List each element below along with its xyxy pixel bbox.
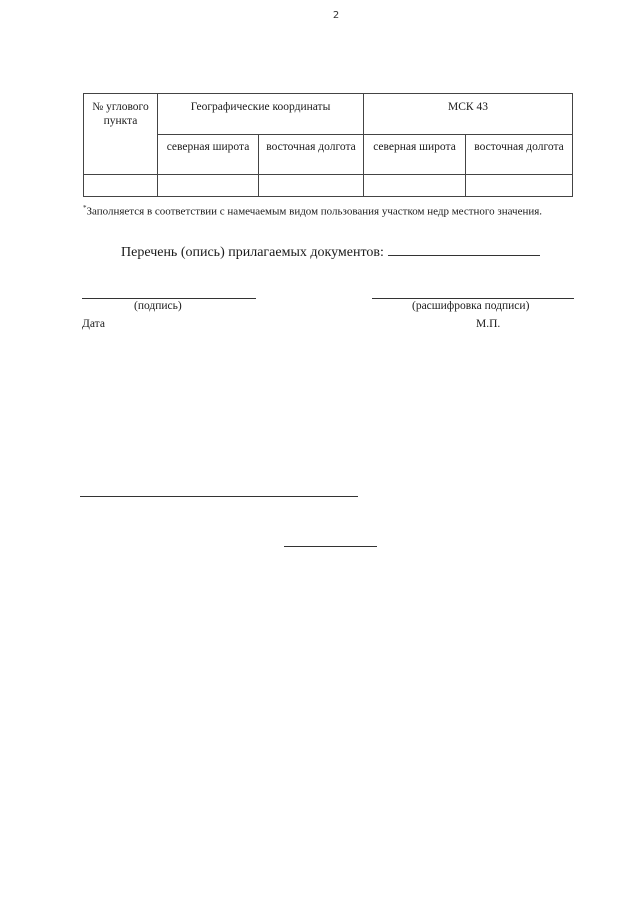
- signature-decoding-line: [372, 298, 574, 299]
- table-row: [84, 175, 573, 197]
- signature-decoding-caption: (расшифровка подписи): [412, 300, 530, 312]
- documents-list-line: [121, 245, 540, 261]
- signature-line: [82, 298, 256, 299]
- date-label: Дата: [82, 318, 105, 330]
- documents-list-blank: [388, 245, 540, 256]
- header-corner-point-number: № углового пункта: [84, 94, 158, 175]
- page-number: 2: [332, 10, 340, 21]
- subheader-msk-north-latitude: северная широта: [364, 135, 466, 175]
- divider-line: [80, 496, 358, 497]
- table-cell: [466, 175, 573, 197]
- table-cell: [84, 175, 158, 197]
- subheader-geo-east-longitude: восточная долгота: [259, 135, 364, 175]
- documents-list-label: Перечень (опись) прилагаемых документов:: [121, 245, 384, 260]
- table-cell: [259, 175, 364, 197]
- subheader-geo-north-latitude: северная широта: [158, 135, 259, 175]
- signature-caption: (подпись): [134, 300, 182, 312]
- footnote-marker: *: [83, 204, 87, 212]
- table-cell: [158, 175, 259, 197]
- footnote: [83, 201, 586, 219]
- header-geographic-coordinates: Географические координаты: [158, 94, 364, 135]
- header-msk43: МСК 43: [364, 94, 573, 135]
- subheader-msk-east-longitude: восточная долгота: [466, 135, 573, 175]
- coordinates-table: [83, 93, 573, 197]
- table-cell: [364, 175, 466, 197]
- footnote-text: Заполняется в соответствии с намечаемым видом пользования участком недр местного значения.: [86, 205, 543, 218]
- stamp-label: М.П.: [476, 318, 501, 330]
- end-divider-line: [284, 546, 377, 547]
